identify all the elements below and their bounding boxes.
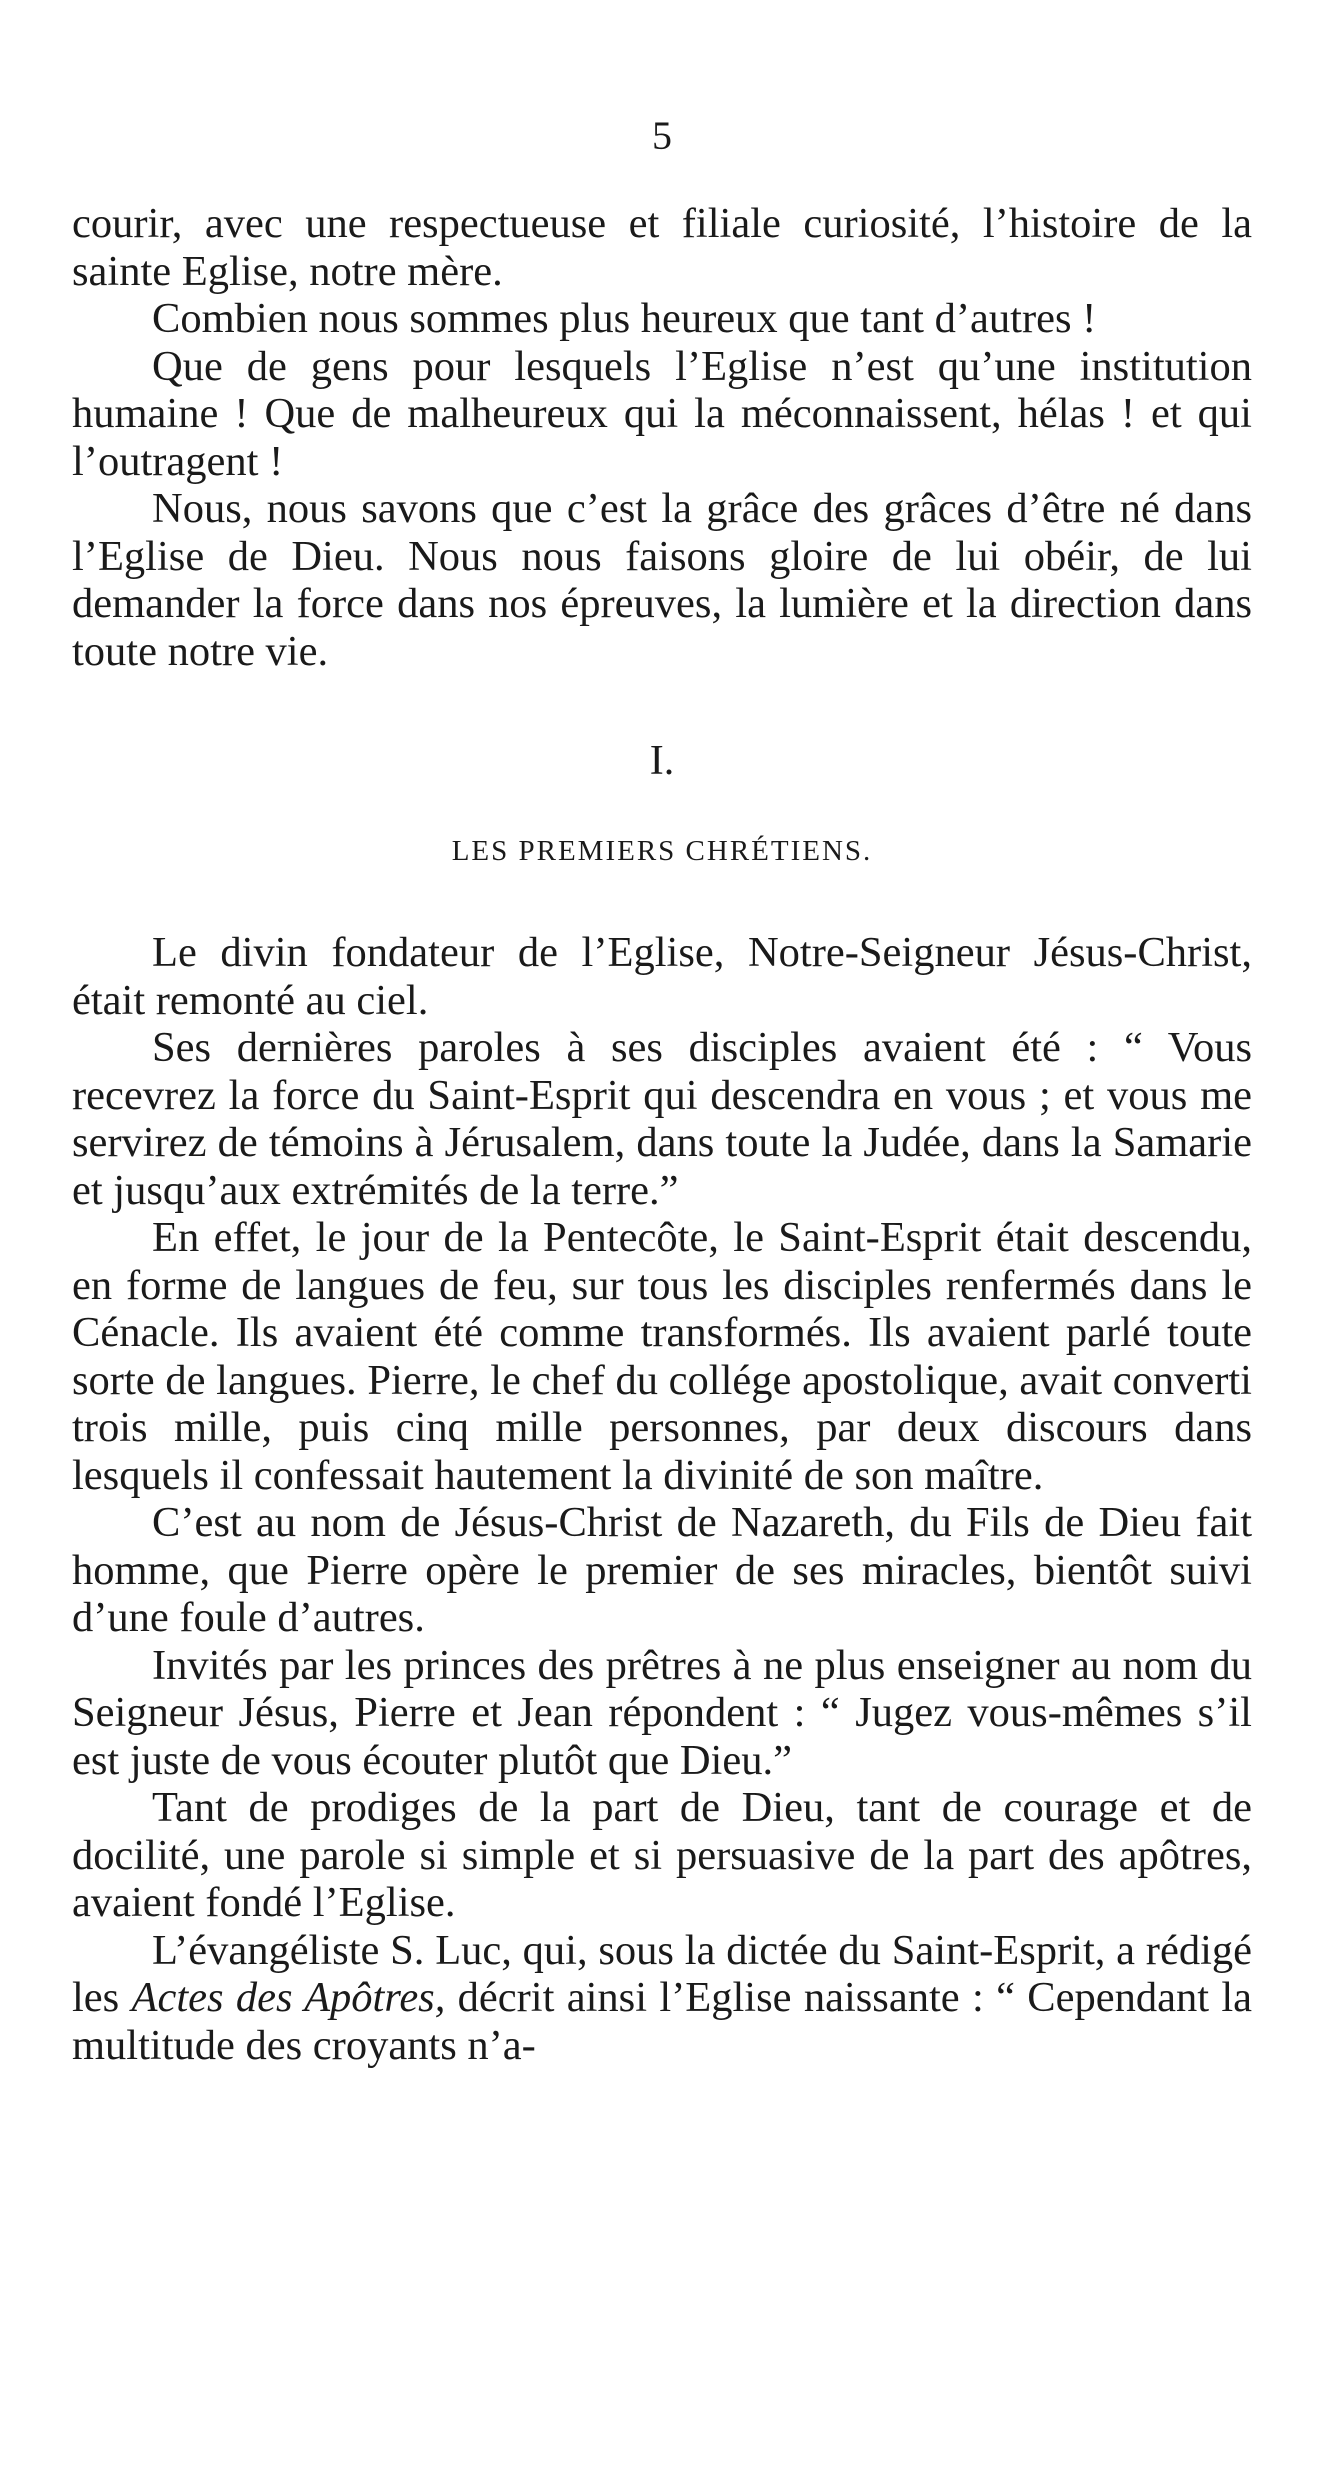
paragraph-section-2: Ses dernières paroles à ses disciples avaient été : “ Vous recevrez la force du Saint-Esprit qui descendra en vous ; et vous me servirez de témoins à Jérusalem, dans toute la Judée, dans la Samarie et jusqu’aux extrémités de la terre.” bbox=[72, 1024, 1252, 1214]
paragraph-text-before-title: L’évangéliste S. Luc, qui, sous la dictée du Saint-Esprit, a rédigé les bbox=[72, 1926, 1252, 2021]
paragraph-section-5: Invités par les princes des prêtres à ne plus enseigner au nom du Seigneur Jésus, Pierre et Jean répondent : “ Jugez vous-mêmes s’il est juste de vous écouter plutôt que Dieu.” bbox=[72, 1641, 1252, 1784]
paragraph-intro-4: Nous, nous savons que c’est la grâce des grâces d’être né dans l’Eglise de Dieu. Nous nous faisons gloire de lui obéir, de lui demander la force dans nos épreuves, la lumière et la direction dans toute notre vie. bbox=[72, 485, 1252, 675]
section-number: I. bbox=[649, 738, 675, 784]
paragraph-text-after-title: décrit ainsi l’Eglise naissante : “ Cependant la multitude des croyants n’a- bbox=[72, 1974, 1252, 2069]
paragraph-section-7 bbox=[72, 1927, 1252, 2070]
page-number: 5 bbox=[652, 113, 672, 158]
paragraph-intro-1: courir, avec une respectueuse et filiale curiosité, l’histoire de la sainte Eglise, notre mère. bbox=[72, 200, 1252, 295]
paragraph-section-3: En effet, le jour de la Pentecôte, le Saint-Esprit était descendu, en forme de langues de feu, sur tous les disciples renfermés dans le Cénacle. Ils avaient été comme transformés. Ils avaient parlé toute sorte de langues. Pierre, le chef du collége apostolique, avait converti trois mille, puis cinq mille personnes, par deux discours dans lesquels il confessait hautement la divinité de son maître. bbox=[72, 1214, 1252, 1499]
book-title-reference: Actes des Apôtres, bbox=[131, 1974, 446, 2021]
body-text bbox=[72, 200, 1252, 2069]
paragraph-section-4: C’est au nom de Jésus-Christ de Nazareth, du Fils de Dieu fait homme, que Pierre opère le premier de ses miracles, bientôt suivi d’une foule d’autres. bbox=[72, 1499, 1252, 1641]
paragraph-intro-2: Combien nous sommes plus heureux que tant d’autres ! bbox=[152, 295, 1097, 342]
book-page bbox=[72, 0, 1252, 2484]
paragraph-section-6: Tant de prodiges de la part de Dieu, tant de courage et de docilité, une parole si simple et si persuasive de la part des apôtres, avaient fondé l’Eglise. bbox=[72, 1784, 1252, 1926]
paragraph-intro-3: Que de gens pour lesquels l’Eglise n’est qu’une institution humaine ! Que de malheureux qui la méconnaissent, hélas ! et qui l’outragent ! bbox=[72, 342, 1252, 485]
section-title: LES PREMIERS CHRÉTIENS. bbox=[451, 835, 873, 867]
paragraph-section-1: Le divin fondateur de l’Eglise, Notre-Seigneur Jésus-Christ, était remonté au ciel. bbox=[72, 929, 1252, 1024]
